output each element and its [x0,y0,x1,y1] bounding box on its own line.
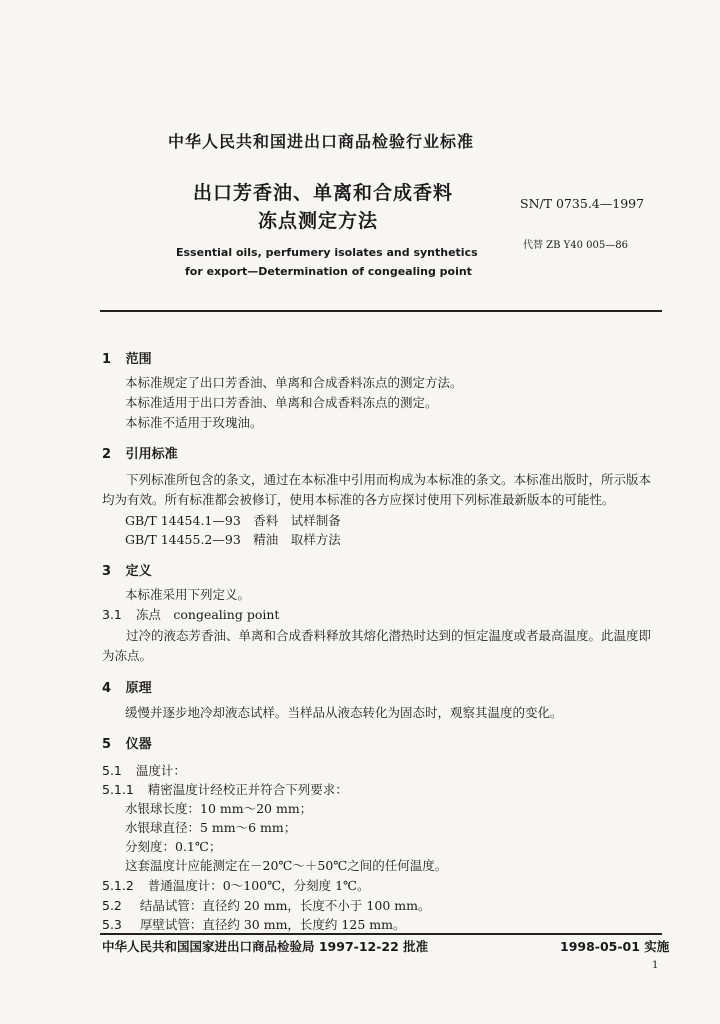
item-number: 5.1 [102,763,122,778]
paragraph: 本标准适用于出口芳香油、单离和合成香料冻点的测定。 [125,395,438,410]
section-number: 5 [102,737,112,752]
paragraph: 缓慢并逐步地冷却液态试样。当样品从液态转化为固态时，观察其温度的变化。 [125,705,563,720]
item-5-2 [102,897,430,915]
effective-date: 1998-05-01 实施 [560,939,670,954]
paragraph: 本标准规定了出口芳香油、单离和合成香料冻点的测定方法。 [125,375,463,390]
reference-item: GB/T 14454.1—93 香料 试样制备 [125,513,341,528]
issuing-body-line: 中华人民共和国进出口商品检验行业标准 [168,132,475,151]
paragraph: 本标准采用下列定义。 [125,587,251,602]
section-title: 原理 [125,681,152,696]
item-number: 5.2 [102,898,122,913]
subsection-title: 冻点 congealing point [135,607,280,622]
item-text: 普通温度计：0～100℃，分刻度 1℃。 [147,878,370,893]
paragraph: 过冷的液态芳香油、单离和合成香料释放其熔化潜热时达到的恒定温度或者最高温度。此温度即为冻点。 [102,628,652,663]
footer-divider [100,933,662,935]
title-zh-line-2: 冻点测定方法 [258,210,379,232]
section-2-heading [102,443,178,462]
header-divider [100,310,662,312]
section-title: 仪器 [125,737,152,752]
section-number: 4 [102,681,112,696]
item-text: 结晶试管：直径约 20 mm，长度不小于 100 mm。 [139,898,431,913]
item-text: 温度计： [135,763,186,778]
section-number: 2 [102,447,112,462]
requirement-line: 水银球直径：5 mm～6 mm； [125,820,297,835]
item-number: 5.1.1 [102,782,134,797]
item-5-1-2 [102,877,370,895]
item-text: 厚壁试管：直径约 30 mm，长度约 125 mm。 [139,917,406,932]
paragraph: 本标准不适用于玫瑰油。 [125,415,263,430]
section-1-heading [102,348,152,367]
section-number: 3 [102,564,112,579]
section-4-heading [102,677,152,696]
page-number: 1 [652,960,659,971]
replaces-standard: 代替 ZB Y40 005—86 [523,240,628,251]
section-number: 1 [102,352,112,367]
standard-number: SN/T 0735.4—1997 [520,196,645,211]
item-5-3 [102,916,405,934]
requirement-line: 水银球长度：10 mm～20 mm； [125,801,313,816]
title-zh-line-1: 出口芳香油、单离和合成香料 [193,182,454,204]
item-text: 精密温度计经校正并符合下列要求： [147,782,348,797]
section-title: 范围 [125,352,152,367]
item-number: 5.3 [102,917,122,932]
requirement-line: 分刻度：0.1℃； [125,839,222,854]
approval-line: 中华人民共和国国家进出口商品检验局 1997-12-22 批准 [102,939,429,954]
item-5-1 [102,762,186,780]
subsection-number: 3.1 [102,607,122,622]
section-3-heading [102,560,152,579]
section-5-heading [102,733,152,752]
item-5-1-1 [102,781,348,799]
item-number: 5.1.2 [102,878,134,893]
title-en-line-2: for export—Determination of congealing point [185,265,472,278]
requirement-line: 这套温度计应能测定在－20℃～＋50℃之间的任何温度。 [125,858,448,873]
reference-item: GB/T 14455.2—93 精油 取样方法 [125,532,341,547]
title-en-line-1: Essential oils, perfumery isolates and synthetics [176,246,478,259]
section-title: 引用标准 [125,447,178,462]
subsection-3-1 [102,606,279,624]
section-title: 定义 [125,564,152,579]
paragraph: 下列标准所包含的条文，通过在本标准中引用而构成为本标准的条文。本标准出版时，所示版本均为有效。所有标准都会被修订，使用本标准的各方应探讨使用下列标准最新版本的可能性。 [102,472,652,507]
